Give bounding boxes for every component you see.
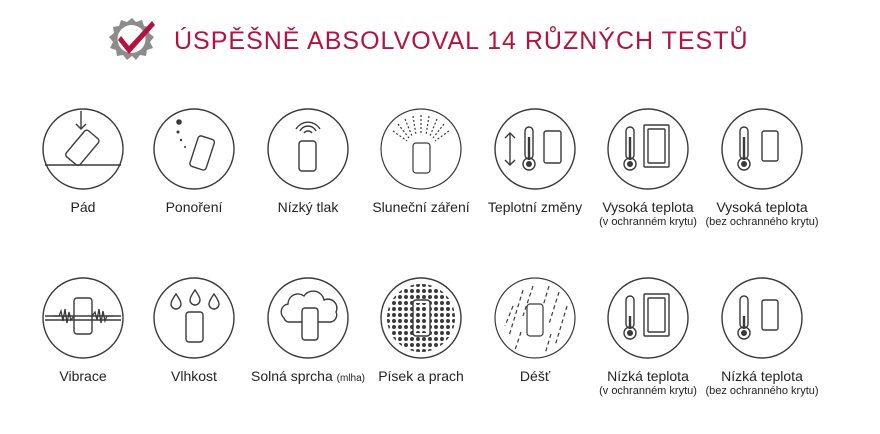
test-label: Nízký tlak [277, 199, 339, 215]
low-pressure-icon [266, 107, 350, 191]
test-label: Ponoření [165, 199, 223, 215]
test-sublabel: (bez ochranného krytu) [705, 216, 819, 228]
humidity-icon [152, 276, 236, 360]
temperature-change-icon [493, 107, 577, 191]
page-title: ÚSPĚŠNĚ ABSOLVOVAL 14 RŮZNÝCH TESTŮ [174, 26, 749, 55]
thermometer-phone-icon [720, 107, 804, 191]
test-sublabel: (v ochranném krytu) [599, 216, 697, 228]
test-label: Písek a prach [378, 368, 464, 384]
salt-fog-icon [266, 276, 350, 360]
test-item-low-temp-no-case [692, 276, 832, 398]
test-label: Déšť [519, 368, 551, 384]
immersion-icon [152, 107, 236, 191]
thermometer-case-icon [606, 107, 690, 191]
test-label-main: Solná sprcha [251, 368, 333, 384]
test-label: Nízká teplota [721, 368, 803, 384]
thermometer-case-icon [606, 276, 690, 360]
test-label: Teplotní změny [487, 199, 583, 215]
rain-icon [493, 276, 577, 360]
test-label: Nízká teplota [607, 368, 689, 384]
vibration-icon [41, 276, 125, 360]
test-sublabel: (bez ochranného krytu) [705, 385, 819, 397]
test-label: Pád [70, 199, 96, 215]
drop-icon [41, 107, 125, 191]
test-label: Vysoká teplota [602, 199, 694, 215]
test-label: Vlhkost [171, 368, 217, 384]
test-label: Vibrace [59, 368, 107, 384]
sand-dust-icon [379, 276, 463, 360]
test-label: Vysoká teplota [716, 199, 808, 215]
solar-radiation-icon [379, 107, 463, 191]
test-label-small: (mlha) [336, 373, 365, 384]
test-label: Sluneční záření [372, 199, 470, 215]
thermometer-phone-icon [720, 276, 804, 360]
test-item-high-temp-no-case [692, 107, 832, 229]
test-sublabel: (v ochranném krytu) [599, 385, 697, 397]
